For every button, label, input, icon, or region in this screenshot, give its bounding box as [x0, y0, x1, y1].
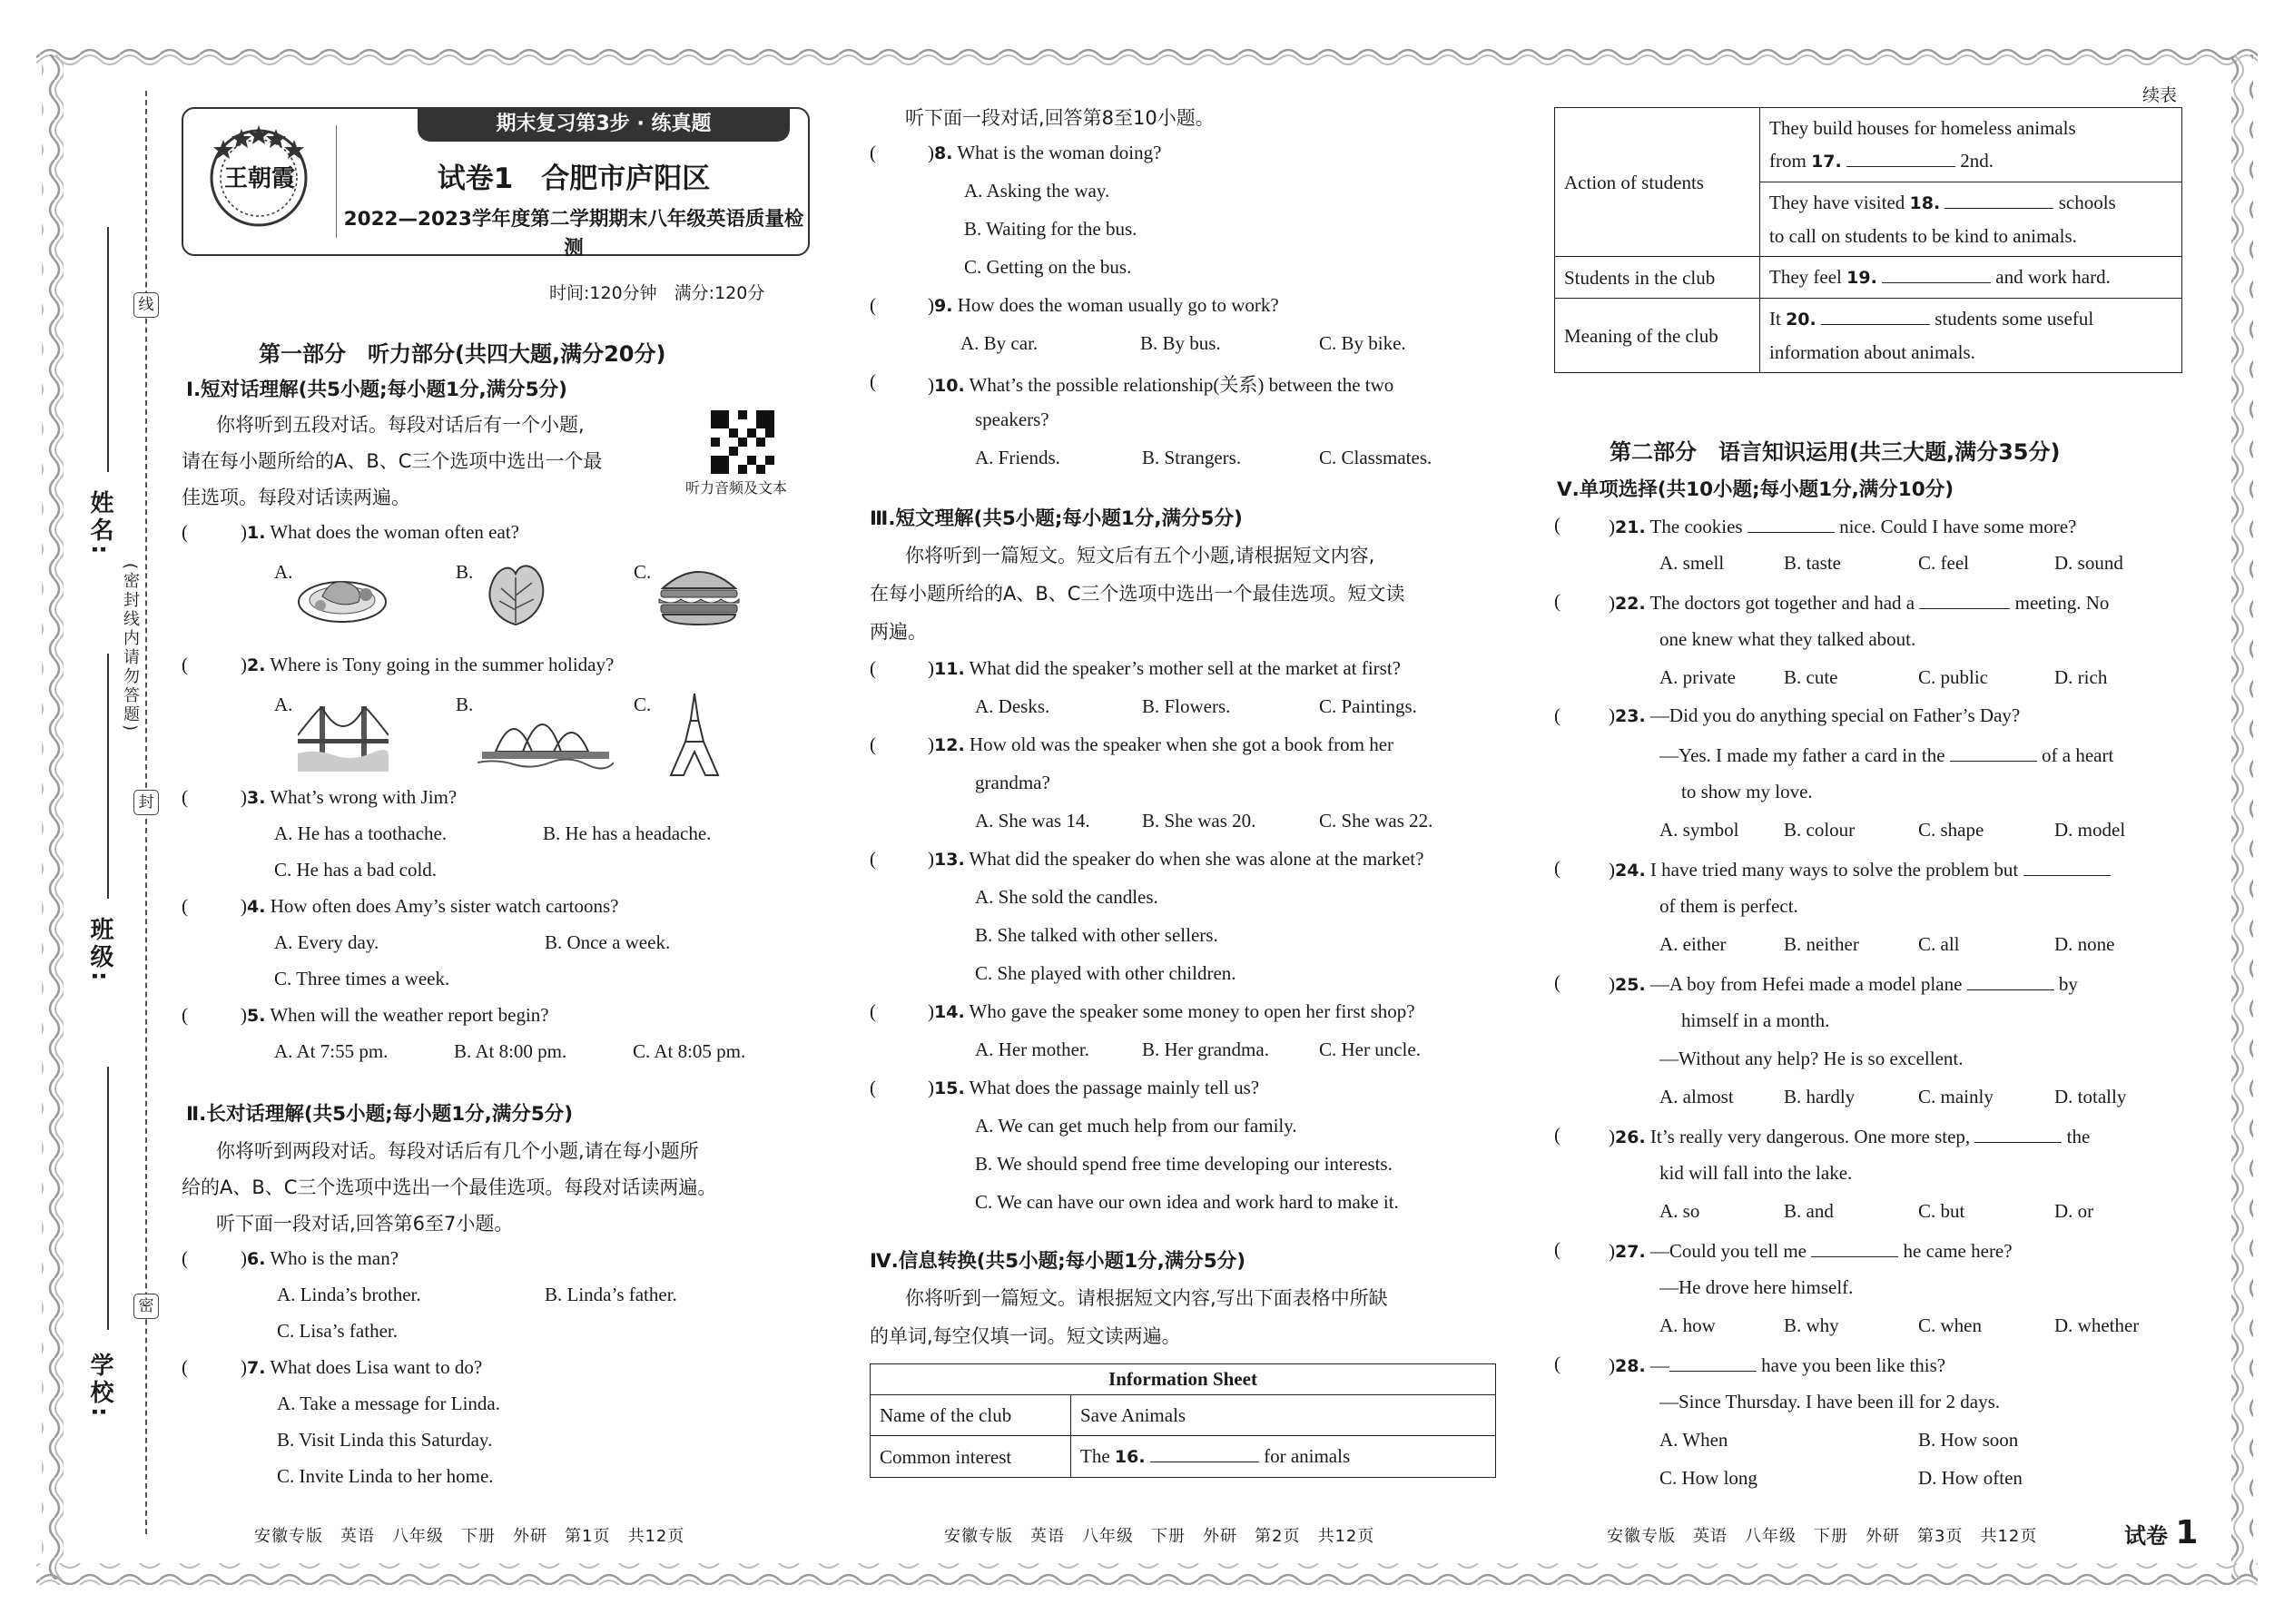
q24-text-line2: of them is perfect. [1659, 895, 1798, 917]
q28-number: 28. [1615, 1356, 1646, 1376]
q23-text: —Did you do anything special on Father’s Day? [1649, 704, 2021, 726]
row-value-action-b: They have visited 18. schools to call on students to be kind to animals. [1760, 182, 2182, 257]
row-value-club: Save Animals [1071, 1395, 1496, 1436]
paper-badge [2124, 1514, 2198, 1551]
q8-option-b[interactable]: B. Waiting for the bus. [964, 218, 1137, 240]
header-divider [336, 125, 337, 238]
q27-option-b[interactable]: B. why [1784, 1314, 1839, 1336]
q8-number: 8. [934, 143, 953, 163]
q26-number: 26. [1615, 1127, 1646, 1147]
sec1-intro-3: 佳选项。每段对话读两遍。 [182, 487, 410, 508]
sec1-intro-2: 请在每小题所给的A、B、C三个选项中选出一个最 [182, 450, 603, 472]
row-value-students: They feel 19. and work hard. [1760, 257, 2182, 299]
answer-bracket-8[interactable]: ( [870, 142, 876, 163]
footer-page-2: 安徽专版 英语 八年级 下册 外研 第2页 共12页 [944, 1527, 1375, 1546]
blank-27[interactable] [1811, 1238, 1898, 1257]
q4-option-b[interactable]: B. Once a week. [545, 931, 671, 953]
q10-text: What’s the possible relationship(关系) between the two [969, 374, 1394, 396]
eiffel-tower-icon [667, 692, 722, 778]
q27-option-c[interactable]: C. when [1918, 1314, 1982, 1336]
q27-option-a[interactable]: A. how [1659, 1314, 1716, 1336]
q14-text: Who gave the speaker some money to open her first shop? [969, 1000, 1415, 1022]
q28-option-c[interactable]: C. How long [1659, 1467, 1757, 1489]
qr-caption: 听力音频及文本 [685, 479, 788, 497]
q22-text: The doctors got together and had a [1649, 592, 1915, 614]
q15-option-b[interactable]: B. We should spend free time developing our interests. [975, 1153, 1393, 1175]
q23-option-d[interactable]: D. model [2054, 819, 2126, 841]
sec2-intro-4: 听下面一段对话,回答第8至10小题。 [905, 107, 1215, 129]
q13-option-b[interactable]: B. She talked with other sellers. [975, 924, 1218, 946]
part1-title: 第一部分 听力部分(共四大题,满分20分) [259, 341, 666, 367]
q14-option-b[interactable]: B. Her grandma. [1142, 1038, 1269, 1060]
q23-number: 23. [1615, 706, 1646, 726]
q9-text: How does the woman usually go to work? [957, 294, 1279, 316]
answer-bracket-3[interactable]: ( [182, 786, 188, 808]
q7-option-b[interactable]: B. Visit Linda this Saturday. [277, 1429, 493, 1451]
sec2-title: Ⅱ.长对话理解(共5小题;每小题1分,满分5分) [186, 1103, 574, 1126]
q9-option-b[interactable]: B. By bus. [1140, 332, 1221, 354]
q7-text: What does Lisa want to do? [270, 1356, 483, 1378]
q9-option-a[interactable]: A. By car. [960, 332, 1039, 354]
q5-text: When will the weather report begin? [270, 1004, 549, 1026]
q6-option-b[interactable]: B. Linda’s father. [545, 1284, 677, 1305]
q25-option-d[interactable]: D. totally [2054, 1086, 2127, 1107]
footer-page-3: 安徽专版 英语 八年级 下册 外研 第3页 共12页 [1607, 1527, 2038, 1546]
answer-bracket-13[interactable]: ( [870, 848, 876, 870]
sec1-intro-1: 你将听到五段对话。每段对话后有一个小题, [216, 414, 585, 436]
q2-text: Where is Tony going in the summer holiday? [270, 654, 615, 675]
blank-25[interactable] [1967, 971, 2054, 990]
q8-text: What is the woman doing? [957, 142, 1162, 163]
footer-page-1: 安徽专版 英语 八年级 下册 外研 第1页 共12页 [254, 1527, 685, 1546]
q3-option-c[interactable]: C. He has a bad cold. [274, 859, 438, 881]
blank-16[interactable] [1150, 1443, 1259, 1462]
sec3-intro-3: 两遍。 [870, 621, 927, 643]
sec2-intro-1: 你将听到两段对话。每段对话后有几个小题,请在每小题所 [216, 1140, 699, 1162]
row-label-meaning: Meaning of the club [1555, 299, 1760, 373]
sec2-intro-2: 给的A、B、C三个选项中选出一个最佳选项。每段对话读两遍。 [182, 1176, 717, 1198]
answer-bracket-7[interactable]: ( [182, 1356, 188, 1378]
q24-text: I have tried many ways to solve the problem but [1649, 859, 2019, 881]
q28-option-b[interactable]: B. How soon [1918, 1429, 2019, 1451]
q4-text: How often does Amy’s sister watch cartoons? [270, 895, 619, 917]
information-sheet-table [870, 1363, 1496, 1478]
q22-option-b[interactable]: B. cute [1784, 666, 1838, 688]
review-step-tab: 期末复习第3步 · 练真题 [418, 107, 790, 142]
q24-number: 24. [1615, 861, 1646, 881]
q2-option-b[interactable]: B. [456, 694, 474, 715]
q12-option-a[interactable]: A. She was 14. [975, 810, 1090, 832]
q6-option-a[interactable]: A. Linda’s brother. [277, 1284, 421, 1305]
q22-option-c[interactable]: C. public [1918, 666, 1988, 688]
q25-text-line2: himself in a month. [1681, 1009, 1830, 1031]
logo-text: 王朝霞 [223, 165, 295, 192]
sec3-title: Ⅲ.短文理解(共5小题;每小题1分,满分5分) [870, 507, 1243, 530]
cut-mark-mi: 密 [133, 1294, 159, 1319]
q28-option-d[interactable]: D. How often [1918, 1467, 2023, 1489]
sec4-intro-1: 你将听到一篇短文。请根据短文内容,写出下面表格中所缺 [905, 1287, 1388, 1309]
q21-option-a[interactable]: A. smell [1659, 552, 1725, 574]
cut-mark-xian: 线 [133, 292, 159, 318]
sec5-title: Ⅴ.单项选择(共10小题;每小题1分,满分10分) [1557, 478, 1954, 501]
q6-text: Who is the man? [270, 1247, 399, 1269]
paper-badge-label: 试卷 [2124, 1523, 2168, 1549]
q14-option-c[interactable]: C. Her uncle. [1319, 1038, 1421, 1060]
name-label: 姓名: [86, 490, 113, 558]
table-row [871, 1436, 1496, 1478]
blank-26[interactable] [1974, 1124, 2062, 1143]
q2-option-a[interactable]: A. [274, 694, 293, 715]
q28-text: — [1649, 1354, 1669, 1376]
q1-option-a[interactable]: A. [274, 561, 293, 583]
q21-option-d[interactable]: D. sound [2054, 552, 2123, 574]
answer-bracket-11[interactable]: ( [870, 657, 876, 679]
row-label-club: Name of the club [871, 1395, 1071, 1436]
q13-option-c[interactable]: C. She played with other children. [975, 962, 1236, 984]
q26-option-a[interactable]: A. so [1659, 1200, 1700, 1222]
row-label-interest: Common interest [871, 1436, 1071, 1478]
row-label-students: Students in the club [1555, 257, 1760, 299]
sydney-opera-house-icon [478, 697, 614, 770]
school-field[interactable] [107, 1067, 109, 1330]
q25-text-line3: —Without any help? He is so excellent. [1659, 1048, 1964, 1069]
blank-18[interactable] [1944, 190, 2053, 209]
class-label: 班级: [86, 917, 113, 985]
seal-line-note: (密封线内请勿答题) [121, 563, 140, 734]
q28-text-line2: —Since Thursday. I have been ill for 2 days. [1659, 1391, 2000, 1412]
q4-option-a[interactable]: A. Every day. [274, 931, 379, 953]
answer-bracket-22[interactable]: ( [1554, 590, 1561, 612]
q10-option-b[interactable]: B. Strangers. [1142, 447, 1242, 468]
q23-text-line3: to show my love. [1681, 781, 1813, 802]
answer-bracket-6[interactable]: ( [182, 1247, 188, 1269]
q13-number: 13. [934, 850, 965, 870]
q14-number: 14. [934, 1002, 965, 1022]
answer-bracket-24[interactable]: ( [1554, 857, 1561, 879]
answer-bracket-27[interactable]: ( [1554, 1238, 1561, 1260]
q10-option-a[interactable]: A. Friends. [975, 447, 1060, 468]
q5-option-c[interactable]: C. At 8:05 pm. [633, 1040, 746, 1062]
q21-text: The cookies [1649, 516, 1743, 537]
name-field[interactable] [107, 227, 109, 472]
table-row [1555, 108, 2182, 182]
q12-text: How old was the speaker when she got a book from her [969, 733, 1394, 755]
q27-option-d[interactable]: D. whether [2054, 1314, 2140, 1336]
q26-option-b[interactable]: B. and [1784, 1200, 1834, 1222]
q11-option-c[interactable]: C. Paintings. [1319, 695, 1417, 717]
q4-option-c[interactable]: C. Three times a week. [274, 968, 450, 989]
q11-option-a[interactable]: A. Desks. [975, 695, 1050, 717]
q22-text-line2: one knew what they talked about. [1659, 628, 1916, 650]
blank-21[interactable] [1748, 514, 1835, 533]
paper-badge-number: 1 [2175, 1514, 2199, 1551]
q15-option-c[interactable]: C. We can have our own idea and work hard to make it. [975, 1191, 1399, 1213]
answer-bracket-23[interactable]: ( [1554, 704, 1561, 726]
sec3-intro-1: 你将听到一篇短文。短文后有五个小题,请根据短文内容, [905, 545, 1375, 566]
q7-number: 7. [247, 1358, 266, 1378]
cut-mark-feng: 封 [133, 790, 159, 815]
q11-option-b[interactable]: B. Flowers. [1142, 695, 1231, 717]
q13-text: What did the speaker do when she was alone at the market? [969, 848, 1424, 870]
q25-text: —A boy from Hefei made a model plane [1649, 973, 1963, 995]
blank-23[interactable] [1950, 743, 2037, 762]
q7-option-a[interactable]: A. Take a message for Linda. [277, 1393, 500, 1414]
q23-option-b[interactable]: B. colour [1784, 819, 1856, 841]
sec2-intro-3: 听下面一段对话,回答第6至7小题。 [216, 1213, 514, 1235]
answer-bracket-9[interactable]: ( [870, 294, 876, 316]
q9-number: 9. [934, 296, 953, 316]
information-sheet-table-continued [1554, 107, 2182, 373]
q28-option-a[interactable]: A. When [1659, 1429, 1728, 1451]
q9-option-c[interactable]: C. By bike. [1319, 332, 1406, 354]
golden-gate-bridge-icon [298, 699, 389, 772]
answer-bracket-12[interactable]: ( [870, 733, 876, 755]
sec1-title: Ⅰ.短对话理解(共5小题;每小题1分,满分5分) [186, 379, 567, 401]
sec4-title: Ⅳ.信息转换(共5小题;每小题1分,满分5分) [870, 1250, 1246, 1273]
q21-option-c[interactable]: C. feel [1918, 552, 1969, 574]
q5-option-b[interactable]: B. At 8:00 pm. [454, 1040, 567, 1062]
sheet-title: Information Sheet [871, 1364, 1496, 1395]
q3-text: What’s wrong with Jim? [270, 786, 458, 808]
q8-option-a[interactable]: A. Asking the way. [964, 180, 1110, 202]
q26-text: It’s really very dangerous. One more step, [1649, 1126, 1971, 1147]
blank-28[interactable] [1669, 1353, 1757, 1372]
q3-number: 3. [247, 788, 266, 808]
continued-label: 续表 [2142, 85, 2178, 105]
q21-number: 21. [1615, 517, 1646, 537]
q7-option-c[interactable]: C. Invite Linda to her home. [277, 1465, 494, 1487]
q24-option-d[interactable]: D. none [2054, 933, 2115, 955]
q25-option-b[interactable]: B. hardly [1784, 1086, 1856, 1107]
q25-option-c[interactable]: C. mainly [1918, 1086, 1994, 1107]
q10-text-line2: speakers? [975, 408, 1049, 430]
row-label-action: Action of students [1555, 108, 1760, 257]
q1-option-b[interactable]: B. [456, 561, 474, 583]
q27-text: —Could you tell me [1649, 1240, 1807, 1262]
q6-option-c[interactable]: C. Lisa’s father. [277, 1320, 398, 1342]
school-label: 学校: [86, 1353, 113, 1421]
q4-number: 4. [247, 897, 266, 917]
blank-24[interactable] [2023, 857, 2111, 876]
q2-number: 2. [247, 655, 266, 675]
q23-option-a[interactable]: A. symbol [1659, 819, 1739, 841]
q24-option-a[interactable]: A. either [1659, 933, 1727, 955]
q26-text-line2: kid will fall into the lake. [1659, 1162, 1853, 1184]
exam-title: 试卷1 合肥市庐阳区 [437, 162, 711, 195]
q23-option-c[interactable]: C. shape [1918, 819, 1984, 841]
q22-option-a[interactable]: A. private [1659, 666, 1736, 688]
q15-option-a[interactable]: A. We can get much help from our family. [975, 1115, 1297, 1137]
lettuce-icon [479, 556, 552, 628]
q27-number: 27. [1615, 1242, 1646, 1262]
answer-bracket-28[interactable]: ( [1554, 1353, 1561, 1374]
q22-option-d[interactable]: D. rich [2054, 666, 2108, 688]
q2-option-c[interactable]: C. [634, 694, 652, 715]
exam-header [182, 107, 810, 260]
q3-option-a[interactable]: A. He has a toothache. [274, 822, 448, 844]
blank-20[interactable] [1821, 306, 1930, 325]
q10-option-c[interactable]: C. Classmates. [1319, 447, 1433, 468]
row-value-meaning: It 20. students some useful information about animals. [1760, 299, 2182, 373]
q1-number: 1. [247, 523, 266, 543]
time-score: 时间:120分钟 满分:120分 [549, 283, 765, 303]
table-row [871, 1395, 1496, 1436]
q22-number: 22. [1615, 594, 1646, 614]
blank-17[interactable] [1846, 148, 1955, 167]
answer-bracket-21[interactable]: ( [1554, 514, 1561, 536]
q13-option-a[interactable]: A. She sold the candles. [975, 886, 1158, 908]
part2-title: 第二部分 语言知识运用(共三大题,满分35分) [1610, 439, 2061, 465]
q5-number: 5. [247, 1006, 266, 1026]
q5-option-a[interactable]: A. At 7:55 pm. [274, 1040, 389, 1062]
q8-option-c[interactable]: C. Getting on the bus. [964, 256, 1132, 278]
q24-option-c[interactable]: C. all [1918, 933, 1960, 955]
q26-option-d[interactable]: D. or [2054, 1200, 2094, 1222]
q12-number: 12. [934, 735, 965, 755]
answer-bracket-2[interactable]: ( [182, 654, 188, 675]
row-value-interest: The 16. for animals [1071, 1436, 1496, 1478]
qr-code-icon[interactable] [711, 410, 774, 474]
q27-text-line2: —He drove here himself. [1659, 1276, 1854, 1298]
class-field[interactable] [107, 654, 109, 899]
q15-number: 15. [934, 1078, 965, 1098]
exam-subtitle: 2022—2023学年度第二学期期末八年级英语质量检测 [343, 208, 804, 260]
burger-icon [654, 556, 744, 628]
q11-number: 11. [934, 659, 965, 679]
answer-bracket-26[interactable]: ( [1554, 1124, 1561, 1146]
q15-text: What does the passage mainly tell us? [969, 1077, 1260, 1098]
sec4-intro-2: 的单词,每空仅填一词。短文读两遍。 [870, 1325, 1181, 1347]
sec3-intro-2: 在每小题所给的A、B、C三个选项中选出一个最佳选项。短文读 [870, 583, 1405, 605]
table-row [1555, 257, 2182, 299]
answer-bracket-1[interactable]: ( [182, 521, 188, 543]
q21-option-b[interactable]: B. taste [1784, 552, 1841, 574]
exam-page: 线 封 密 (密封线内请勿答题) 姓名: 班级: 学校: 王朝霞 期末复习第3步 · 练真题 试卷1 合肥市庐阳区 2022—2023学年度第二学期期末八年级英语质量检测 时间:120分钟 满分:120分 第一部分 听力部分(共四大题,满分20分) Ⅰ.短对话理解(共5小题;每小题1分,满分5分) 你将听到五段对话。每段对话后有一个小题, 请在每小题所给的A、B、C三个选项中选出一个最 佳选项。每段对话读两遍。 听力音频及文本 ( )1. What does the woman often eat? A. B. C. ( )2. Where is Tony going in the summer holiday? A. B. C. ( )3. What’s wrong with Jim? A. He has a toothache. B. He has a headache. C. He has a bad cold. ( )4. How often does Amy’s sister watch cartoons? A. Every day. B. Once a week. C. Three times a week. ( )5. When will the weather report begin? A. At 7:55 pm. B. At 8:00 pm. C. At 8:05 pm. Ⅱ.长对话理解(共5小题;每小题1分,满分5分) 你将听到两段对话。每段对话后有几个小题,请在每小题所 给的A、B、C三个选项中选出一个最佳选项。每段对话读两遍。 听下面一段对话,回答第6至7小题。 ( )6. Who is the man? A. Linda’s brother. B. Linda’s father. C. Lisa’s father. ( )7. What does Lisa want to do? A. Take a message for Linda. B. Visit Linda this Saturday. C. Invite Linda to her home. 安徽专版 英语 八年级 下册 外研 第1页 共12页 听下面一段对话,回答第8至10小题。 ( )8. What is the woman doing? A. Asking the way. B. Waiting for the bus. C. Getting on the bus. ( )9. How does the woman usually go to work? A. By car. B. By bus. C. By bike. ( )10. What’s the possible relationship(关系) between the two speakers? A. Friends. B. Strangers. C. Classmates. Ⅲ.短文理解(共5小题;每小题1分,满分5分) 你将听到一篇短文。短文后有五个小题,请根据短文内容, 在每小题所给的A、B、C三个选项中选出一个最佳选项。短文读 两遍。 ( )11. What did the speaker’s mother sell at the market at first? A. Desks. B. Flowers. C. Paintings. ( )12. How old was the speaker when she got a book from her grandma? A. She was 14. B. She was 20. C. She was 22. ( )13. What did the speaker do when she was alone at the market? A. She sold the candles. B. She talked with other sellers. C. She played with other children. ( )14. Who gave the speaker some money to open her first shop? A. Her mother. B. Her grandma. C. Her uncle. ( )15. What does the passage mainly tell us? A. We can get much help from our family. B. We should spend free time developing our interests. C. We can have our own idea and work hard to make it. Ⅳ.信息转换(共5小题;每小题1分,满分5分) 你将听到一篇短文。请根据短文内容,写出下面表格中所缺 的单词,每空仅填一词。短文读两遍。 Information Sheet Name of the club Save Animals Common interest The 16. for animals 安徽专版 英语 八年级 下册 外研 第2页 共12页 续表 Action of students They build houses for homeless animals from 17. 2nd. They have visited 18. schools to call on students to be kind to animals. Students in the club They feel 19. and work hard. Meaning of the club It 20. students some useful information about animals. 第二部分 语言知识运用(共三大题,满分35分) Ⅴ.单项选择(共10小题;每小题1分,满分10分) ( )21. The cookies nice. Could I have some more? A. smell B. taste C. feel D. sound ( )22. The doctors got together and had a meeting. No one knew what they talked about. A. private B. cute C. public D. rich ( )23. —Did you do anything special on Father’s Day? —Yes. I made my father a card in the of a heart to show my love. A. symbol B. colour C. shape D. model ( )24. I have tried many ways to solve the problem but of them is perfect. A. either B. neither C. all D. none ( )25. —A boy from Hefei made a model plane by himself in a month. —Without any help? He is so excellent. A. almost B. hardly C. mainly D. totally ( )26. It’s really very dangerous. One more step, the kid will fall into the lake. A. so B. and C. but D. or ( )27. —Could you tell me he came here? —He drove here himself. A. how B. why C. when D. whether ( )28. — have you been like this? —Since Thursday. I have been ill for 2 days. A. When B. How soon C. How long D. How often 安徽专版 英语 八年级 下册 外研 第3页 共12页 试卷 1 [0, 0, 2294, 1624]
answer-bracket-25[interactable]: ( [1554, 971, 1561, 993]
q24-option-b[interactable]: B. neither [1784, 933, 1859, 955]
q25-number: 25. [1615, 975, 1646, 995]
answer-bracket-14[interactable]: ( [870, 1000, 876, 1022]
q10-number: 10. [934, 376, 965, 396]
q1-option-c[interactable]: C. [634, 561, 652, 583]
q14-option-a[interactable]: A. Her mother. [975, 1038, 1089, 1060]
answer-bracket-15[interactable]: ( [870, 1077, 876, 1098]
table-row [1555, 299, 2182, 373]
blank-22[interactable] [1919, 590, 2010, 609]
blank-19[interactable] [1882, 264, 1991, 283]
q26-option-c[interactable]: C. but [1918, 1200, 1965, 1222]
answer-bracket-5[interactable]: ( [182, 1004, 188, 1026]
q12-option-b[interactable]: B. She was 20. [1142, 810, 1256, 832]
answer-bracket-4[interactable]: ( [182, 895, 188, 917]
q3-option-b[interactable]: B. He has a headache. [543, 822, 712, 844]
q12-option-c[interactable]: C. She was 22. [1319, 810, 1433, 832]
plate-of-food-icon [295, 558, 390, 626]
q11-text: What did the speaker’s mother sell at the market at first? [969, 657, 1401, 679]
answer-bracket-10[interactable]: ( [870, 370, 876, 392]
q12-text-line2: grandma? [975, 772, 1050, 793]
q6-number: 6. [247, 1249, 266, 1269]
q1-text: What does the woman often eat? [270, 521, 519, 543]
q25-option-a[interactable]: A. almost [1659, 1086, 1734, 1107]
row-value-action-a: They build houses for homeless animals from 17. 2nd. [1760, 108, 2182, 182]
